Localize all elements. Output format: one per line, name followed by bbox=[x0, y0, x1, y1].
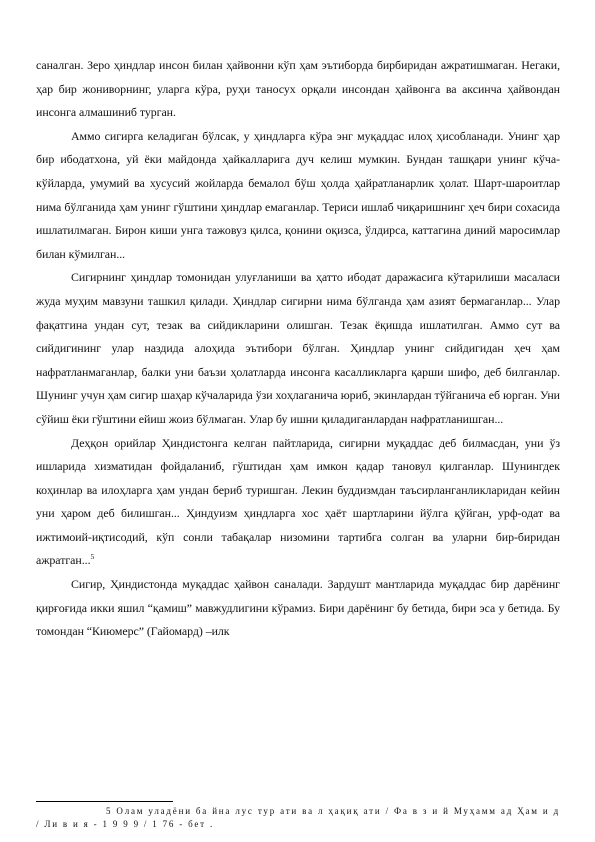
footnote bbox=[36, 805, 560, 831]
paragraph-3: Сигирнинг ҳиндлар томонидан улуғланиши ва ҳатто ибодат даражасига кўтарилиши масаласи жуда муҳим мавзуни ташкил қилади. Ҳиндлар сигирни нима бўлганда ҳам азият бермаганлар... Улар фақатгина ундан сут, тезак ва сийдикларини олишган. Тезак ёқишда ишлатилган. Аммо сут ва сийдигининг улар наздида алоҳида эътибори бўлган. Ҳиндлар унинг сийдигидан ҳеч ҳам нафратланмаганлар, балки уни баъзи ҳолатларда инсонга касалликларга қарши шифо, деб билганлар. Шунинг учун ҳам сигир шаҳар кўчаларида ўзи хоҳлаганича юриб, экинлардан тўйганича еб юрган. Уни сўйиш ёки гўштини ейиш жоиз бўлмаган. Улар бу ишни қиладиганлардан нафратланишган... bbox=[36, 270, 560, 426]
paragraph-5: Сигир, Ҳиндистонда муқаддас ҳайвон саналади. Зардушт мантларида муқаддас бир дарёнинг қирғоғида икки яшил “қамиш” мавжудлигини кўрамиз. Бири дарёнинг бу бетида, бири эса у бетида. Бу томондан “Киюмерс” (Гайомард) –илк bbox=[36, 577, 560, 639]
paragraph-1: саналган. Зеро ҳиндлар инсон билан ҳайвонни кўп ҳам эътиборда бирбиридан ажратишмаган. Негаки, ҳар бир жониворнинг, уларга кўра, руҳи таносух орқали инсондан ҳайвонга ва аксинча ҳайвондан инсонга алмашиниб турган. bbox=[36, 58, 560, 120]
paragraph-4 bbox=[36, 432, 560, 574]
paragraph-2: Аммо сигирга келадиган бўлсак, у ҳиндларга кўра энг муқаддас илоҳ ҳисобланади. Унинг ҳар бир ибодатхона, уй ёки майдонда ҳайкалларига дуч келиш мумкин. Бундан ташқари унинг кўча-кўйларда, умумий ва хусусий жойларда бемалол бўш ҳолда ҳайратланарлик ҳолат. Шарт-шароитлар нима бўлганида ҳам унинг гўштини ҳиндлар емаганлар. Териси ишлаб чиқаришнинг ҳеч бири сохасида ишлатилмаган. Бирон киши унга тажовуз қилса, қонини оқизса, ўлдирса, каттагина диний маросимлар билан кўмилган... bbox=[36, 128, 560, 261]
footnote-reference[interactable]: 5 bbox=[90, 552, 95, 562]
footnote-separator bbox=[36, 801, 173, 802]
footnote-text: Олам уладёни ба йна лус тур ати ва л ҳақиқ ати / Фа в з и й Муҳамм ад Ҳам и д / Ли в и я - 1 9 9 9 / 1 76 - бет . bbox=[36, 806, 560, 829]
paragraph-4-text: Деҳқон орийлар Ҳиндистонга келган пайтларида, сигирни муқаддас деб билмасдан, уни ўз ишларида хизматидан фойдаланиб, гўштидан ҳам имкон қадар тановул қилганлар. Шунингдек коҳинлар ва илоҳларга ҳам ундан бериб туришган. Лекин буддизмдан таъсирланганликларидан кейин уни ҳаром деб билишган... Ҳиндуизм ҳиндларга хос ҳаёт шартларини йўлга қўйган, урф-одат ва ижтимоий-иқтисодий, кўп сонли табақалар низомини тартибга солган ва уларни бир-биридан ажратган... bbox=[36, 435, 560, 568]
body-text bbox=[36, 54, 560, 644]
footnote-number: 5 bbox=[106, 806, 113, 816]
